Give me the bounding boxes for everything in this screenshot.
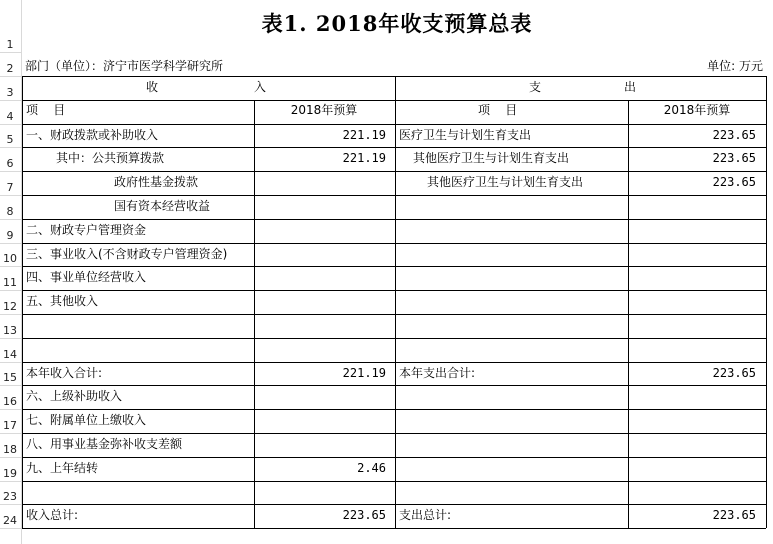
expense-item-cell[interactable]: 其他医疗卫生与计划生育支出 [427, 175, 584, 190]
income-value-cell[interactable]: 221.19 [342, 127, 386, 142]
row-number[interactable]: 1 [6, 38, 14, 51]
row-number[interactable]: 13 [3, 323, 17, 337]
expense-value-cell[interactable] [628, 243, 756, 266]
row-number[interactable]: 12 [3, 299, 17, 313]
income-item-cell[interactable]: 政府性基金拨款 [114, 175, 199, 190]
income-value-cell[interactable] [254, 195, 386, 218]
expense-item-cell[interactable] [399, 243, 624, 266]
expense-item-cell[interactable] [399, 433, 624, 456]
row-header-column[interactable] [0, 0, 22, 544]
income-item-cell[interactable]: 本年收入合计: [26, 365, 103, 380]
expense-value-cell[interactable] [628, 385, 756, 408]
income-value-cell[interactable] [254, 219, 386, 242]
income-value-cell[interactable] [254, 171, 386, 194]
income-budget-header[interactable]: 2018年预算 [290, 103, 358, 117]
expense-item-cell[interactable] [399, 314, 624, 337]
expense-item-cell[interactable]: 支出总计: [399, 508, 452, 523]
income-value-cell[interactable]: 223.65 [342, 508, 386, 523]
expense-value-cell[interactable] [628, 195, 756, 218]
expense-item-cell[interactable] [399, 409, 624, 432]
expense-item-cell[interactable] [399, 338, 624, 361]
income-item-cell[interactable]: 国有资本经营收益 [114, 199, 211, 213]
row-number[interactable]: 6 [6, 157, 14, 171]
row-number[interactable]: 4 [6, 109, 14, 123]
grid-vline [766, 76, 767, 528]
income-value-cell[interactable] [254, 385, 386, 408]
row-number[interactable]: 10 [3, 252, 17, 266]
income-value-cell[interactable] [254, 433, 386, 456]
income-value-cell[interactable]: 221.19 [342, 151, 386, 166]
expense-value-cell[interactable] [628, 481, 756, 504]
department-label: 部门（单位）：济宁市医学科学研究所 [25, 59, 224, 73]
income-item-cell[interactable]: 三、事业收入(不含财政专户管理资金) [26, 246, 228, 261]
row-number[interactable]: 23 [3, 490, 17, 504]
grid-vline [22, 76, 23, 528]
row-number[interactable]: 16 [3, 395, 17, 409]
budget-table [22, 76, 766, 544]
income-value-cell[interactable]: 2.46 [357, 460, 386, 475]
expense-item-cell[interactable]: 其他医疗卫生与计划生育支出 [413, 151, 570, 166]
income-item-cell[interactable]: 七、附属单位上缴收入 [26, 413, 147, 428]
row-number[interactable]: 8 [6, 204, 14, 218]
unit-label: 单位: 万元 [707, 59, 763, 73]
expense-value-cell[interactable]: 223.65 [712, 365, 756, 380]
expense-value-cell[interactable] [628, 433, 756, 456]
expense-value-cell[interactable] [628, 314, 756, 337]
income-item-cell[interactable]: 九、上年结转 [26, 460, 99, 475]
expense-item-cell[interactable] [399, 219, 624, 242]
expense-item-header[interactable]: 项 目 [478, 103, 518, 117]
expense-header-char1[interactable]: 支 [528, 80, 541, 94]
income-item-cell[interactable]: 四、事业单位经营收入 [26, 270, 147, 285]
row-number[interactable]: 3 [6, 85, 14, 99]
grid-vline [395, 76, 396, 528]
row-number[interactable]: 11 [3, 276, 17, 290]
row-number[interactable]: 9 [6, 228, 14, 242]
expense-item-cell[interactable] [399, 290, 624, 313]
sheet-title: 表1. 2018年收支预算总表 [261, 11, 533, 36]
expense-header-char2[interactable]: 出 [623, 80, 636, 94]
expense-value-cell[interactable] [628, 290, 756, 313]
income-item-cell[interactable]: 六、上级补助收入 [26, 389, 123, 404]
income-value-cell[interactable] [254, 409, 386, 432]
income-value-cell[interactable] [254, 338, 386, 361]
income-value-cell[interactable] [254, 266, 386, 289]
expense-value-cell[interactable]: 223.65 [712, 508, 756, 523]
income-item-cell[interactable]: 二、财政专户管理资金 [26, 222, 147, 237]
expense-item-cell[interactable] [399, 385, 624, 408]
row-number[interactable]: 5 [6, 133, 14, 147]
income-item-cell[interactable]: 收入总计: [26, 508, 79, 523]
grid-hline [22, 76, 766, 77]
expense-item-cell[interactable]: 医疗卫生与计划生育支出 [399, 127, 532, 142]
income-item-cell[interactable]: 五、其他收入 [26, 294, 99, 309]
row-number[interactable]: 2 [6, 62, 14, 75]
expense-value-cell[interactable] [628, 409, 756, 432]
expense-value-cell[interactable]: 223.65 [712, 127, 756, 142]
expense-value-cell[interactable]: 223.65 [712, 151, 756, 166]
expense-value-cell[interactable] [628, 266, 756, 289]
income-item-cell[interactable]: 一、财政拨款或补助收入 [26, 127, 159, 142]
expense-value-cell[interactable] [628, 219, 756, 242]
income-value-cell[interactable] [254, 481, 386, 504]
expense-item-cell[interactable] [399, 266, 624, 289]
expense-value-cell[interactable]: 223.65 [712, 175, 756, 190]
income-value-cell[interactable]: 221.19 [342, 365, 386, 380]
expense-value-cell[interactable] [628, 338, 756, 361]
expense-budget-header[interactable]: 2018年预算 [663, 103, 731, 117]
row-number[interactable]: 15 [3, 371, 17, 385]
expense-item-cell[interactable] [399, 457, 624, 480]
row-number[interactable]: 7 [6, 180, 14, 194]
row-number[interactable]: 18 [3, 442, 17, 456]
income-header-char1[interactable]: 收 [145, 80, 158, 94]
grid-hline [22, 100, 766, 101]
income-value-cell[interactable] [254, 290, 386, 313]
expense-value-cell[interactable] [628, 457, 756, 480]
row-number[interactable]: 14 [3, 347, 17, 361]
income-header-char2[interactable]: 入 [253, 80, 266, 94]
row-number[interactable]: 17 [3, 418, 17, 432]
expense-item-cell[interactable] [399, 195, 624, 218]
income-value-cell[interactable] [254, 243, 386, 266]
row-number[interactable]: 24 [3, 514, 17, 528]
income-item-header[interactable]: 项 目 [26, 103, 66, 117]
income-item-cell[interactable]: 其中：公共预算拨款 [56, 151, 165, 166]
grid-hline [22, 528, 766, 529]
income-item-cell[interactable]: 八、用事业基金弥补收支差额 [26, 437, 183, 451]
expense-item-cell[interactable] [399, 481, 624, 504]
income-value-cell[interactable] [254, 314, 386, 337]
expense-item-cell[interactable]: 本年支出合计: [399, 365, 476, 380]
row-number[interactable]: 19 [3, 466, 17, 480]
row-divider [0, 528, 21, 529]
